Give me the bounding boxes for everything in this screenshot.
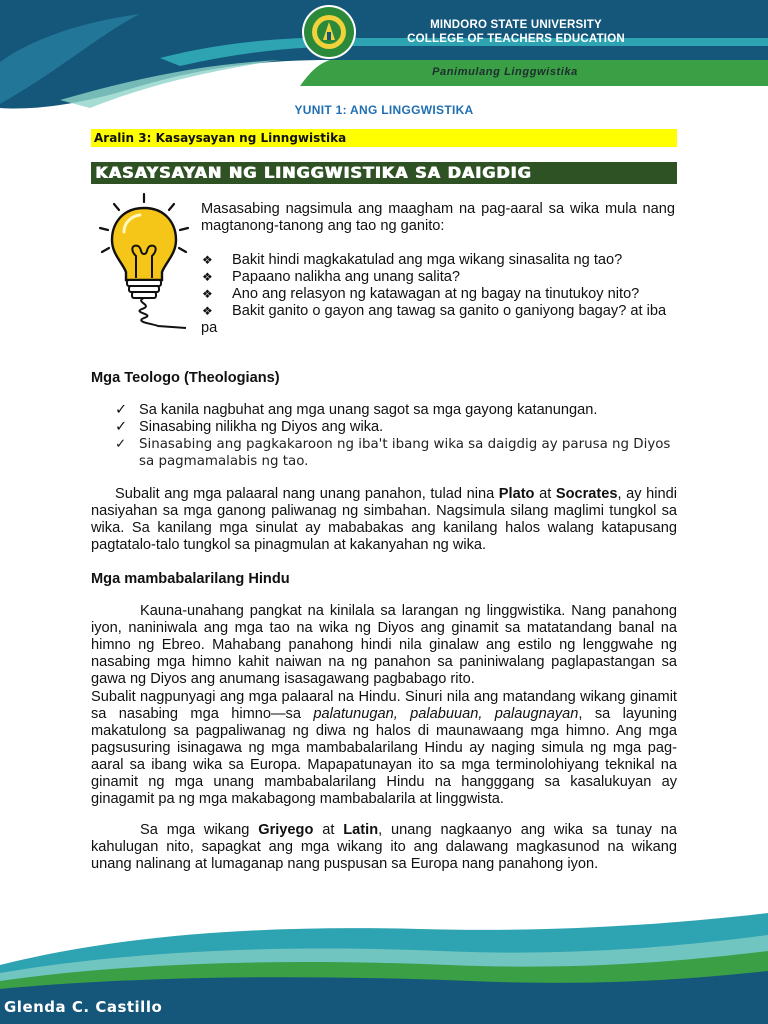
light-bulb-icon (94, 190, 194, 335)
question-item: ❖ Ano ang relasyon ng katawagan at ng bagay na tinutukoy nito? (202, 286, 640, 302)
latin-term: Latin (343, 822, 379, 838)
diamond-bullet-icon: ❖ (202, 287, 213, 301)
section-heading-theologians: Mga Teologo (Theologians) (91, 370, 280, 386)
lesson-title: Aralin 3: Kasaysayan ng Linngwistika (91, 129, 677, 147)
college-title: COLLEGE OF TEACHERS EDUCATION (407, 33, 625, 45)
diamond-bullet-icon: ❖ (202, 304, 213, 318)
diamond-bullet-icon: ❖ (202, 253, 213, 267)
theologian-list (115, 402, 677, 470)
hindu-paragraph-2: Subalit nagpunyagi ang mga palaaral na Hindu. Sinuri nila ang matandang wikang ginamit sa nasabing mga himno—sa palatunugan, palabuuan, palaugnayan, sa layuning makatulong sa pagpaliwanag ng diwa ng halos di maunawaang mga himno. Ang mga pagsusuring isinagawa ng mga mambabalarilang Hindu ay naging simula ng mga pag-aaral sa ibang wika sa Europa. Mapapatunayan ito sa mga terminolohiyang teknikal na ginamit ng mga unang mambabalarilang Hindu na hangggang sa kasalukuyan ay ginagamit pa ng mga makabagong mambabalarila at linggwista. (91, 689, 677, 807)
diamond-bullet-icon: ❖ (202, 270, 213, 284)
question-list (201, 252, 675, 337)
university-name (386, 18, 646, 46)
topic-title: KASAYSAYAN NG LINGGWISTIKA SA DAIGDIG (91, 162, 677, 184)
socrates-name: Socrates (555, 486, 618, 502)
author-name: Glenda C. Castillo (4, 998, 163, 1016)
hindu-paragraph-1: Kauna-unahang pangkat na kinilala sa larangan ng linggwistika. Nang panahong iyon, naniniwala ang mga tao na wika ng Diyos ang ginamit sa matatandang banal na himno ng Ebreo. Mahabang panahong hindi nila ginalaw ang estilo ng lenggwahe ng nasabing mga himno kahit naiwan na ng panahon sa paniniwalang paglapastangan sa gawa ng Diyos ang anumang isasagawang pagbabago rito. (91, 603, 677, 687)
plato-name: Plato (498, 486, 535, 502)
university-seal-logo (301, 4, 357, 60)
checkmark-icon: ✓ (115, 437, 127, 452)
grammar-terms: palatunugan, palabuuan, palaugnayan (313, 706, 579, 722)
header-banner (0, 0, 768, 110)
checkmark-icon: ✓ (115, 419, 128, 435)
intro-paragraph: Masasabing nagsimula ang maagham na pag-aaral sa wika mula nang magtanong-tanong ang tao ng ganito: (201, 201, 675, 234)
unit-title: YUNIT 1: ANG LINGGWISTIKA (294, 103, 474, 117)
question-item: ❖ Bakit ganito o gayon ang tawag sa ganito o ganiyong bagay? at iba pa (201, 303, 667, 336)
question-item: ❖ Bakit hindi magkakatulad ang mga wikang sinasalita ng tao? (202, 252, 623, 268)
course-title: Panimulang Linggwistika (432, 66, 578, 78)
philosophers-paragraph: Subalit ang mga palaaral nang unang panahon, tulad nina Plato at Socrates, ay hindi nasiyahan sa mga ganong paliwanag ng simbahan. Nagsimula silang maglimi tungkol sa wika. Sa kanilang mga sinulat ay mababakas ang kanilang halos walang katapusang pagtatalo-talo tungkol sa pinagmulan at kakanyahan ng wika. (91, 486, 678, 553)
checkmark-icon: ✓ (115, 402, 128, 418)
griyego-term: Griyego (258, 822, 314, 838)
university-title: MINDORO STATE UNIVERSITY (430, 19, 602, 31)
question-item: ❖ Papaano nalikha ang unang salita? (202, 269, 461, 285)
check-item: ✓ Sa kanila nagbuhat ang mga unang sagot sa mga gayong katanungan. (115, 402, 598, 418)
check-item: ✓ Sinasabing ang pagkakaroon ng iba't ibang wika sa daigdig ay parusa ng Diyos sa pagmamalabis ng tao. (115, 437, 671, 469)
section-heading-hindu: Mga mambabalarilang Hindu (91, 571, 290, 587)
greek-latin-paragraph: Sa mga wikang Griyego at Latin, unang nagkaanyo ang wika sa tunay na kahulugan nito, sapagkat ang mga wikang ito ang dalawang magkasunod na wikang unang nalinang at lumaganap nang puspusan sa Europa nang panahong iyon. (91, 822, 677, 872)
check-item: ✓ Sinasabing nilikha ng Diyos ang wika. (115, 419, 384, 435)
